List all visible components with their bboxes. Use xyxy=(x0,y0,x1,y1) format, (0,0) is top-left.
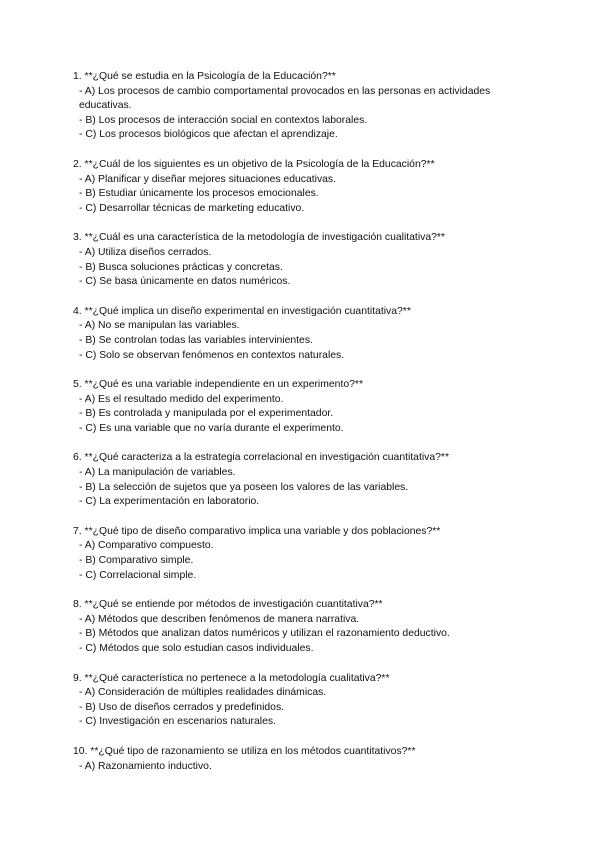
question-title: 5. **¿Qué es una variable independiente en un experimento?** xyxy=(73,379,363,391)
question-8 xyxy=(73,598,543,656)
answer-option: - B) Uso de diseños cerrados y predefinidos. xyxy=(79,701,285,713)
answer-option: - C) Es una variable que no varía durante el experimento. xyxy=(79,422,344,434)
answer-option: - A) Comparativo compuesto. xyxy=(79,540,214,552)
question-title: 8. **¿Qué se entiende por métodos de investigación cuantitativa?** xyxy=(73,599,383,611)
answer-option: - A) Utiliza diseños cerrados. xyxy=(79,246,212,258)
question-title: 9. **¿Qué característica no pertenece a la metodología cualitativa?** xyxy=(73,672,390,684)
answer-option: - A) Métodos que describen fenómenos de manera narrativa. xyxy=(79,613,360,625)
answer-option: - B) Estudiar únicamente los procesos emocionales. xyxy=(79,188,319,200)
question-title: 6. **¿Qué caracteriza a la estrategia correlacional en investigación cuantitativa?** xyxy=(73,452,450,464)
question-title: 4. **¿Qué implica un diseño experimental en investigación cuantitativa?** xyxy=(73,305,411,317)
answer-option: - C) Correlacional simple. xyxy=(79,569,197,581)
question-list xyxy=(73,70,543,789)
question-2 xyxy=(73,158,543,216)
answer-option: - C) Se basa únicamente en datos numéricos. xyxy=(79,276,291,288)
answer-option: - C) Métodos que solo estudian casos individuales. xyxy=(79,643,314,654)
answer-option: - C) Desarrollar técnicas de marketing educativo. xyxy=(79,202,305,214)
answer-option: - B) Se controlan todas las variables intervinientes. xyxy=(79,334,313,346)
answer-option: - C) Solo se observan fenómenos en contextos naturales. xyxy=(79,349,345,361)
question-1 xyxy=(73,70,543,143)
question-5 xyxy=(73,378,543,436)
answer-option: - A) Es el resultado medido del experimento. xyxy=(79,393,284,405)
question-title: 10. **¿Qué tipo de razonamiento se utiliza en los métodos cuantitativos?** xyxy=(73,745,416,757)
answer-option: - B) Métodos que analizan datos numéricos y utilizan el razonamiento deductivo. xyxy=(79,628,450,640)
answer-option: - B) Busca soluciones prácticas y concretas. xyxy=(79,261,283,273)
answer-option: - C) Los procesos biológicos que afectan el aprendizaje. xyxy=(79,129,338,141)
answer-option: - C) Investigación en escenarios naturales. xyxy=(79,716,276,728)
question-3 xyxy=(73,231,543,289)
answer-option: - A) Razonamiento inductivo. xyxy=(79,760,212,772)
answer-option: - B) La selección de sujetos que ya poseen los valores de las variables. xyxy=(79,481,409,493)
question-10 xyxy=(73,745,543,774)
question-title: 7. **¿Qué tipo de diseño comparativo implica una variable y dos poblaciones?** xyxy=(73,525,441,537)
question-title: 1. **¿Qué se estudia en la Psicología de la Educación?** xyxy=(73,71,336,82)
answer-option: - B) Es controlada y manipulada por el experimentador. xyxy=(79,408,334,420)
answer-option: - A) No se manipulan las variables. xyxy=(79,320,240,332)
answer-option: - B) Los procesos de interacción social en contextos laborales. xyxy=(79,114,368,126)
question-9 xyxy=(73,672,543,730)
question-6 xyxy=(73,451,543,509)
answer-option: - A) Planificar y diseñar mejores situaciones educativas. xyxy=(79,173,336,185)
answer-option: - B) Comparativo simple. xyxy=(79,555,194,567)
answer-option: - C) La experimentación en laboratorio. xyxy=(79,496,260,508)
answer-option: - A) Consideración de múltiples realidades dinámicas. xyxy=(79,687,327,699)
question-4 xyxy=(73,305,543,363)
answer-option: - A) Los procesos de cambio comportamental provocados en las personas en actividades educativas. xyxy=(79,85,491,112)
answer-option: - A) La manipulación de variables. xyxy=(79,467,236,479)
question-title: 2. **¿Cuál de los siguientes es un objetivo de la Psicología de la Educación?** xyxy=(73,158,435,170)
question-title: 3. **¿Cuál es una característica de la metodología de investigación cualitativa?** xyxy=(73,232,445,244)
question-7 xyxy=(73,525,543,583)
